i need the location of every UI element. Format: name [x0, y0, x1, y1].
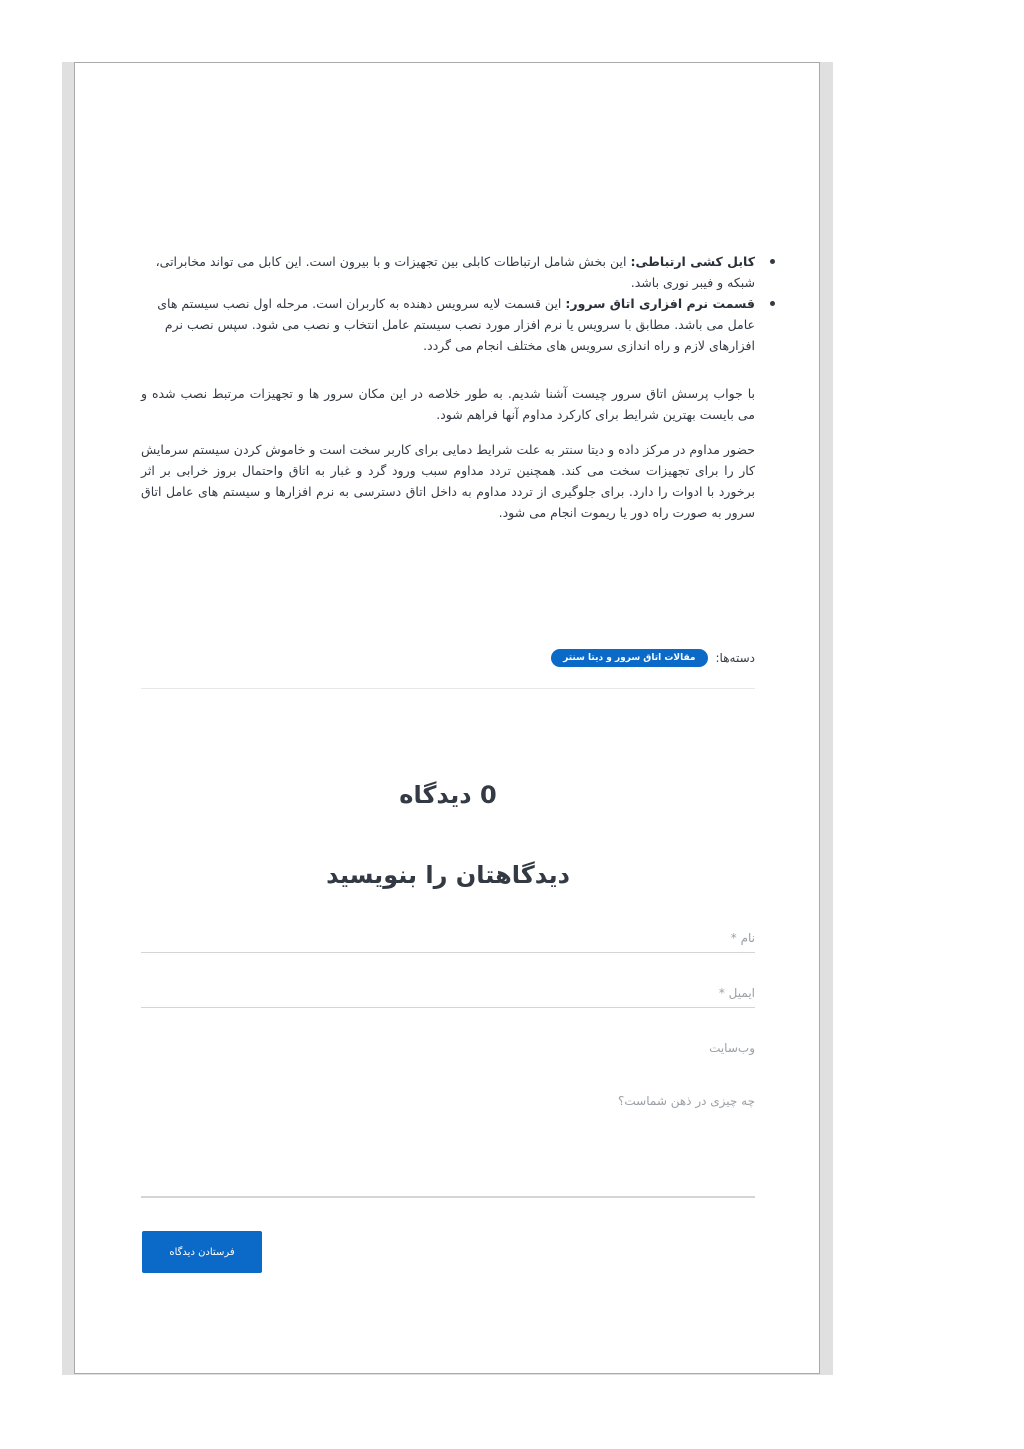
bullet-title: کابل کشی ارتباطی: [630, 254, 755, 269]
list-item [141, 293, 755, 356]
categories-label: دسته‌ها: [715, 651, 755, 665]
bullet-title: قسمت نرم افزاری اتاق سرور: [565, 296, 755, 311]
category-tag[interactable]: مقالات اتاق سرور و دیتا سنتر [551, 649, 707, 667]
website-field[interactable] [141, 1039, 755, 1063]
list-item [141, 251, 755, 293]
submit-comment-button[interactable]: فرستادن دیدگاه [142, 1231, 262, 1273]
article-bullet-list [141, 251, 789, 356]
bullet-text: این بخش شامل ارتباطات کابلی بین تجهیزات و با بیرون است. این کابل می تواند مخابراتی، شبکه و فیبر نوری باشد. [155, 254, 755, 290]
comments-count-heading: 0 دیدگاه [399, 781, 497, 809]
categories-row [141, 647, 755, 669]
name-field[interactable] [141, 929, 755, 953]
bullet-text: این قسمت لایه سرویس دهنده به کاربران است. مرحله اول نصب سیستم های عامل می باشد. مطابق با سرویس یا نرم افزار مورد نصب سیستم عامل انتخاب و نصب می شود. سپس نصب نرم افزارهای لازم و راه اندازی سرویس های مختلف انجام می گردد. [157, 296, 755, 353]
article-paragraph: حضور مداوم در مرکز داده و دیتا سنتر به علت شرایط دمایی برای کاربر سخت است و خاموش کردن سیستم سرمایش کار را برای تجهیزات سخت می کند. همچنین تردد مداوم سبب ورود گرد و غبار به اتاق واحتمال بروز خرابی بر اثر برخورد با ادوات را دارد. برای جلوگیری از تردد مداوم به داخل اتاق دسترسی به نرم افزارها و سیستم های عامل اتاق سرور به صورت راه دور یا ریموت انجام می شود. [141, 442, 755, 520]
article-paragraph: با جواب پرسش اتاق سرور چیست آشنا شدیم. به طور خلاصه در این مکان سرور ها و تجهیزات مرتبط نصب شده و می بایست بهترین شرایط برای کارکرد مداوم آنها فراهم شود. [141, 386, 755, 422]
comment-form-heading: دیدگاهتان را بنویسید [326, 861, 570, 889]
email-field[interactable] [141, 984, 755, 1008]
comment-textarea[interactable] [141, 1094, 755, 1198]
article-page [74, 62, 820, 1374]
divider [141, 688, 755, 689]
